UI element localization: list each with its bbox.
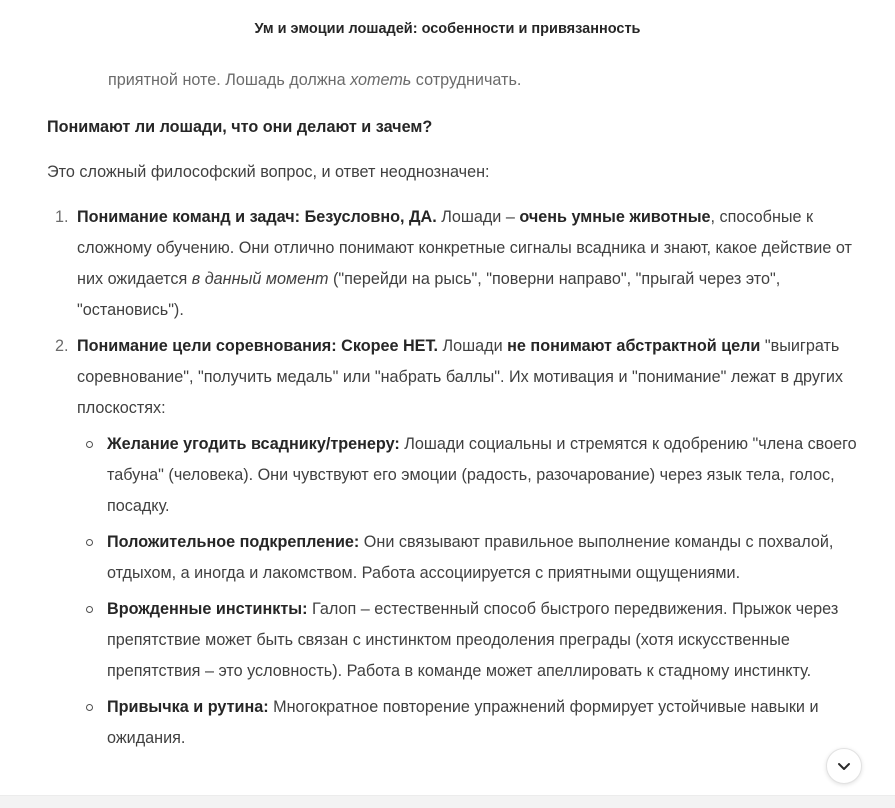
sub-list-item [77, 429, 877, 522]
sub-item-title: Привычка и рутина: [107, 698, 269, 716]
list-number: 1. [55, 208, 69, 226]
intro-paragraph: Это сложный философский вопрос, и ответ неоднозначен: [47, 163, 490, 181]
message-content [47, 60, 877, 759]
conversation-title: Ум и эмоции лошадей: особенности и привязанность [254, 21, 641, 37]
item-italic: в данный момент [191, 270, 329, 288]
chevron-down-icon [835, 757, 853, 775]
sub-item-title: Врожденные инстинкты: [107, 600, 308, 618]
numbered-list [47, 202, 877, 754]
section-heading: Понимают ли лошади, что они делают и зачем? [47, 118, 433, 136]
sub-item-title: Желание угодить всаднику/тренеру: [107, 435, 400, 453]
conversation-header [0, 0, 895, 60]
bullet-list [77, 429, 877, 754]
partial-text-before: приятной ноте. Лошадь должна [108, 71, 351, 89]
partial-text-italic: хотеть [350, 71, 412, 89]
item-text: ("перейди на рысь", "поверни направо", "прыгай через это", "остановись"). [77, 270, 781, 319]
list-item [47, 331, 877, 754]
list-number: 2. [55, 337, 69, 355]
sub-item-text: Галоп – естественный способ быстрого передвижения. Прыжок через препятствие может быть связан с инстинктом преодоления преграды (хотя искусственные препятствия – это условность). Работа в команде может апеллировать к стадному инстинкту. [107, 600, 839, 680]
sub-list-item [77, 594, 877, 687]
partial-text-after: сотрудничать. [411, 71, 522, 89]
item-text: "выиграть соревнование", "получить медаль" или "набрать баллы". Их мотивация и "понимание" лежат в других плоскостях: [77, 337, 843, 417]
item-text: , способные к сложному обучению. Они отлично понимают конкретные сигналы всадника и знают, какое действие от них ожидается [77, 208, 852, 288]
sub-item-text: Лошади социальны и стремятся к одобрению "члена своего табуна" (человека). Они чувствуют его эмоции (радость, разочарование) через язык тела, голос, посадку. [107, 435, 857, 515]
item-title: Понимание цели соревнования: Скорее НЕТ. [77, 337, 439, 355]
list-item [47, 202, 877, 326]
sub-list-item [77, 692, 877, 754]
sub-item-title: Положительное подкрепление: [107, 533, 360, 551]
bullet-icon [86, 606, 93, 613]
bullet-icon [86, 539, 93, 546]
bullet-icon [86, 704, 93, 711]
item-emphasis: очень умные животные [519, 208, 711, 226]
scroll-to-bottom-button[interactable] [826, 748, 862, 784]
sub-item-text: Многократное повторение упражнений формирует устойчивые навыки и ожидания. [107, 698, 819, 747]
bullet-icon [86, 441, 93, 448]
item-text: Лошади [438, 337, 508, 355]
item-text: Лошади – [436, 208, 520, 226]
item-title: Понимание команд и задач: Безусловно, ДА. [77, 208, 437, 226]
sub-list-item [77, 527, 877, 589]
partial-paragraph [47, 65, 877, 96]
sub-item-text: Они связывают правильное выполнение команды с похвалой, отдыхом, а иногда и лакомством. Работа ассоциируется с приятными ощущениями. [107, 533, 834, 582]
item-emphasis: не понимают абстрактной цели [507, 337, 761, 355]
composer-edge [0, 795, 895, 808]
